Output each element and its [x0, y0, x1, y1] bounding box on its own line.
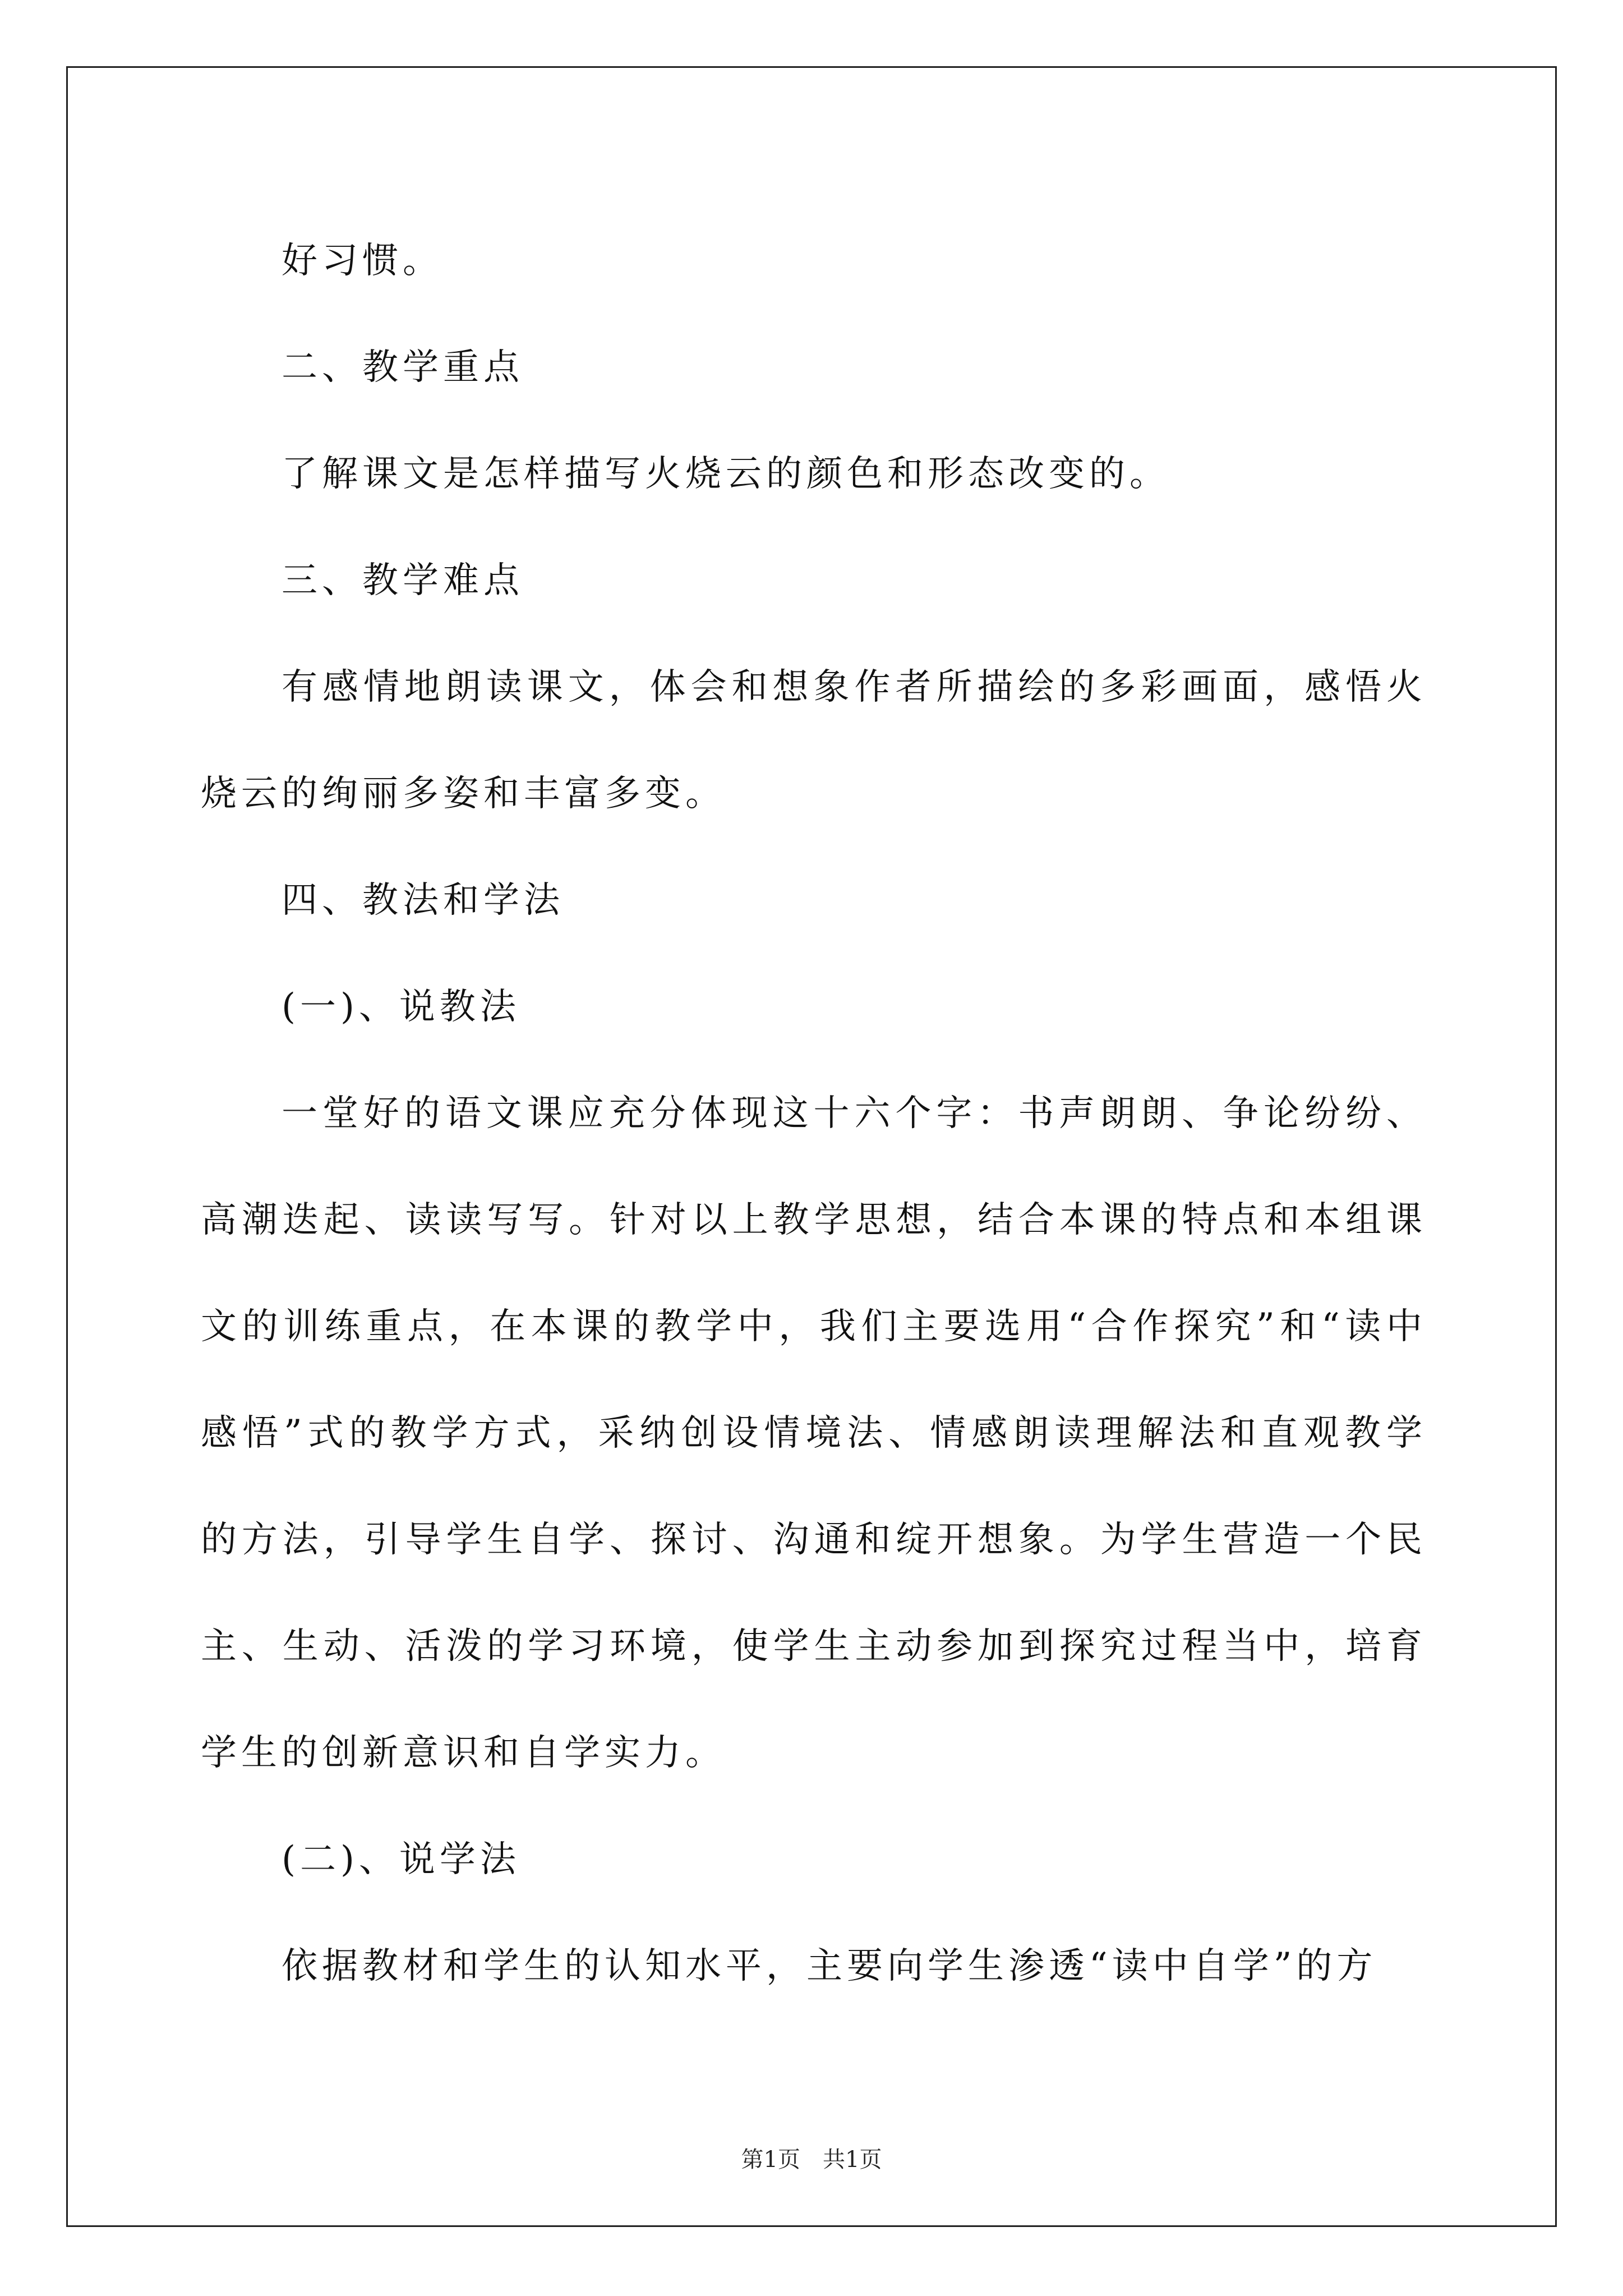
paragraph-teaching-focus: 了解课文是怎样描写火烧云的颜色和形态改变的。 — [282, 453, 1170, 495]
heading-teaching-difficulty: 三、教学难点 — [282, 560, 524, 601]
document-body — [201, 208, 1427, 2019]
paragraph-learning-method: 依据教材和学生的认知水平，主要向学生渗透“读中自学”的方 — [282, 1945, 1377, 1987]
heading-methods: 四、教法和学法 — [282, 880, 564, 921]
paragraph-teaching-difficulty: 有感情地朗读课文，体会和想象作者所描绘的多彩画面，感悟火烧云的绚丽多姿和丰富多变。 — [201, 666, 1427, 815]
subheading-learning-method: (二)、说学法 — [282, 1839, 520, 1880]
paragraph-teaching-method: 一堂好的语文课应充分体现这十六个字：书声朗朗、争论纷纷、高潮迭起、读读写写。针对以上教学思想，结合本课的特点和本组课文的训练重点，在本课的教学中，我们主要选用“合作探究”和“读中感悟”式的教学方式，采纳创设情境法、情感朗读理解法和直观教学的方法，引导学生自学、探讨、沟通和绽开想象。为学生营造一个民主、生动、活泼的学习环境，使学生主动参加到探究过程当中，培育学生的创新意识和自学实力。 — [201, 1093, 1427, 1774]
heading-teaching-focus: 二、教学重点 — [282, 347, 524, 388]
subheading-teaching-method: (一)、说教法 — [282, 986, 520, 1028]
paragraph-continuation: 好习惯。 — [282, 240, 443, 282]
page-number: 第1页 共1页 — [741, 2147, 882, 2173]
